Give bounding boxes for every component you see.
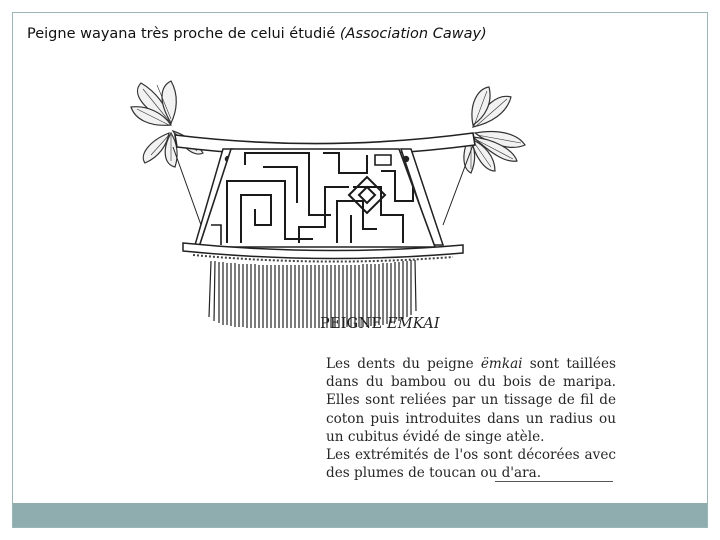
text-underline xyxy=(495,481,613,482)
slide xyxy=(12,12,708,528)
para1-before: Les dents du peigne xyxy=(326,356,474,372)
document-title xyxy=(320,316,440,332)
caption-source: (Association Caway) xyxy=(339,26,487,42)
para1-after: sont taillées dans du bambou ou du bois de maripa. Elles sont reliées par un tissage de fil de coton puis introduites dans un radius ou un cubitus évidé de singe atèle. xyxy=(326,356,616,445)
title-word-1: PEIGNE xyxy=(320,316,383,332)
slide-caption xyxy=(27,26,487,42)
caption-main: Peigne wayana très proche de celui étudié xyxy=(27,26,336,42)
right-feather-tuft xyxy=(464,87,525,173)
left-feather-tuft xyxy=(131,81,203,167)
para2: Les extrémités de l'os sont décorées avec des plumes de toucan ou d'ara. xyxy=(326,447,616,482)
title-word-2: EMKAI xyxy=(386,316,440,332)
document-body xyxy=(326,355,616,482)
footer-bar xyxy=(13,503,707,527)
para1-term: ëmkai xyxy=(480,356,523,372)
